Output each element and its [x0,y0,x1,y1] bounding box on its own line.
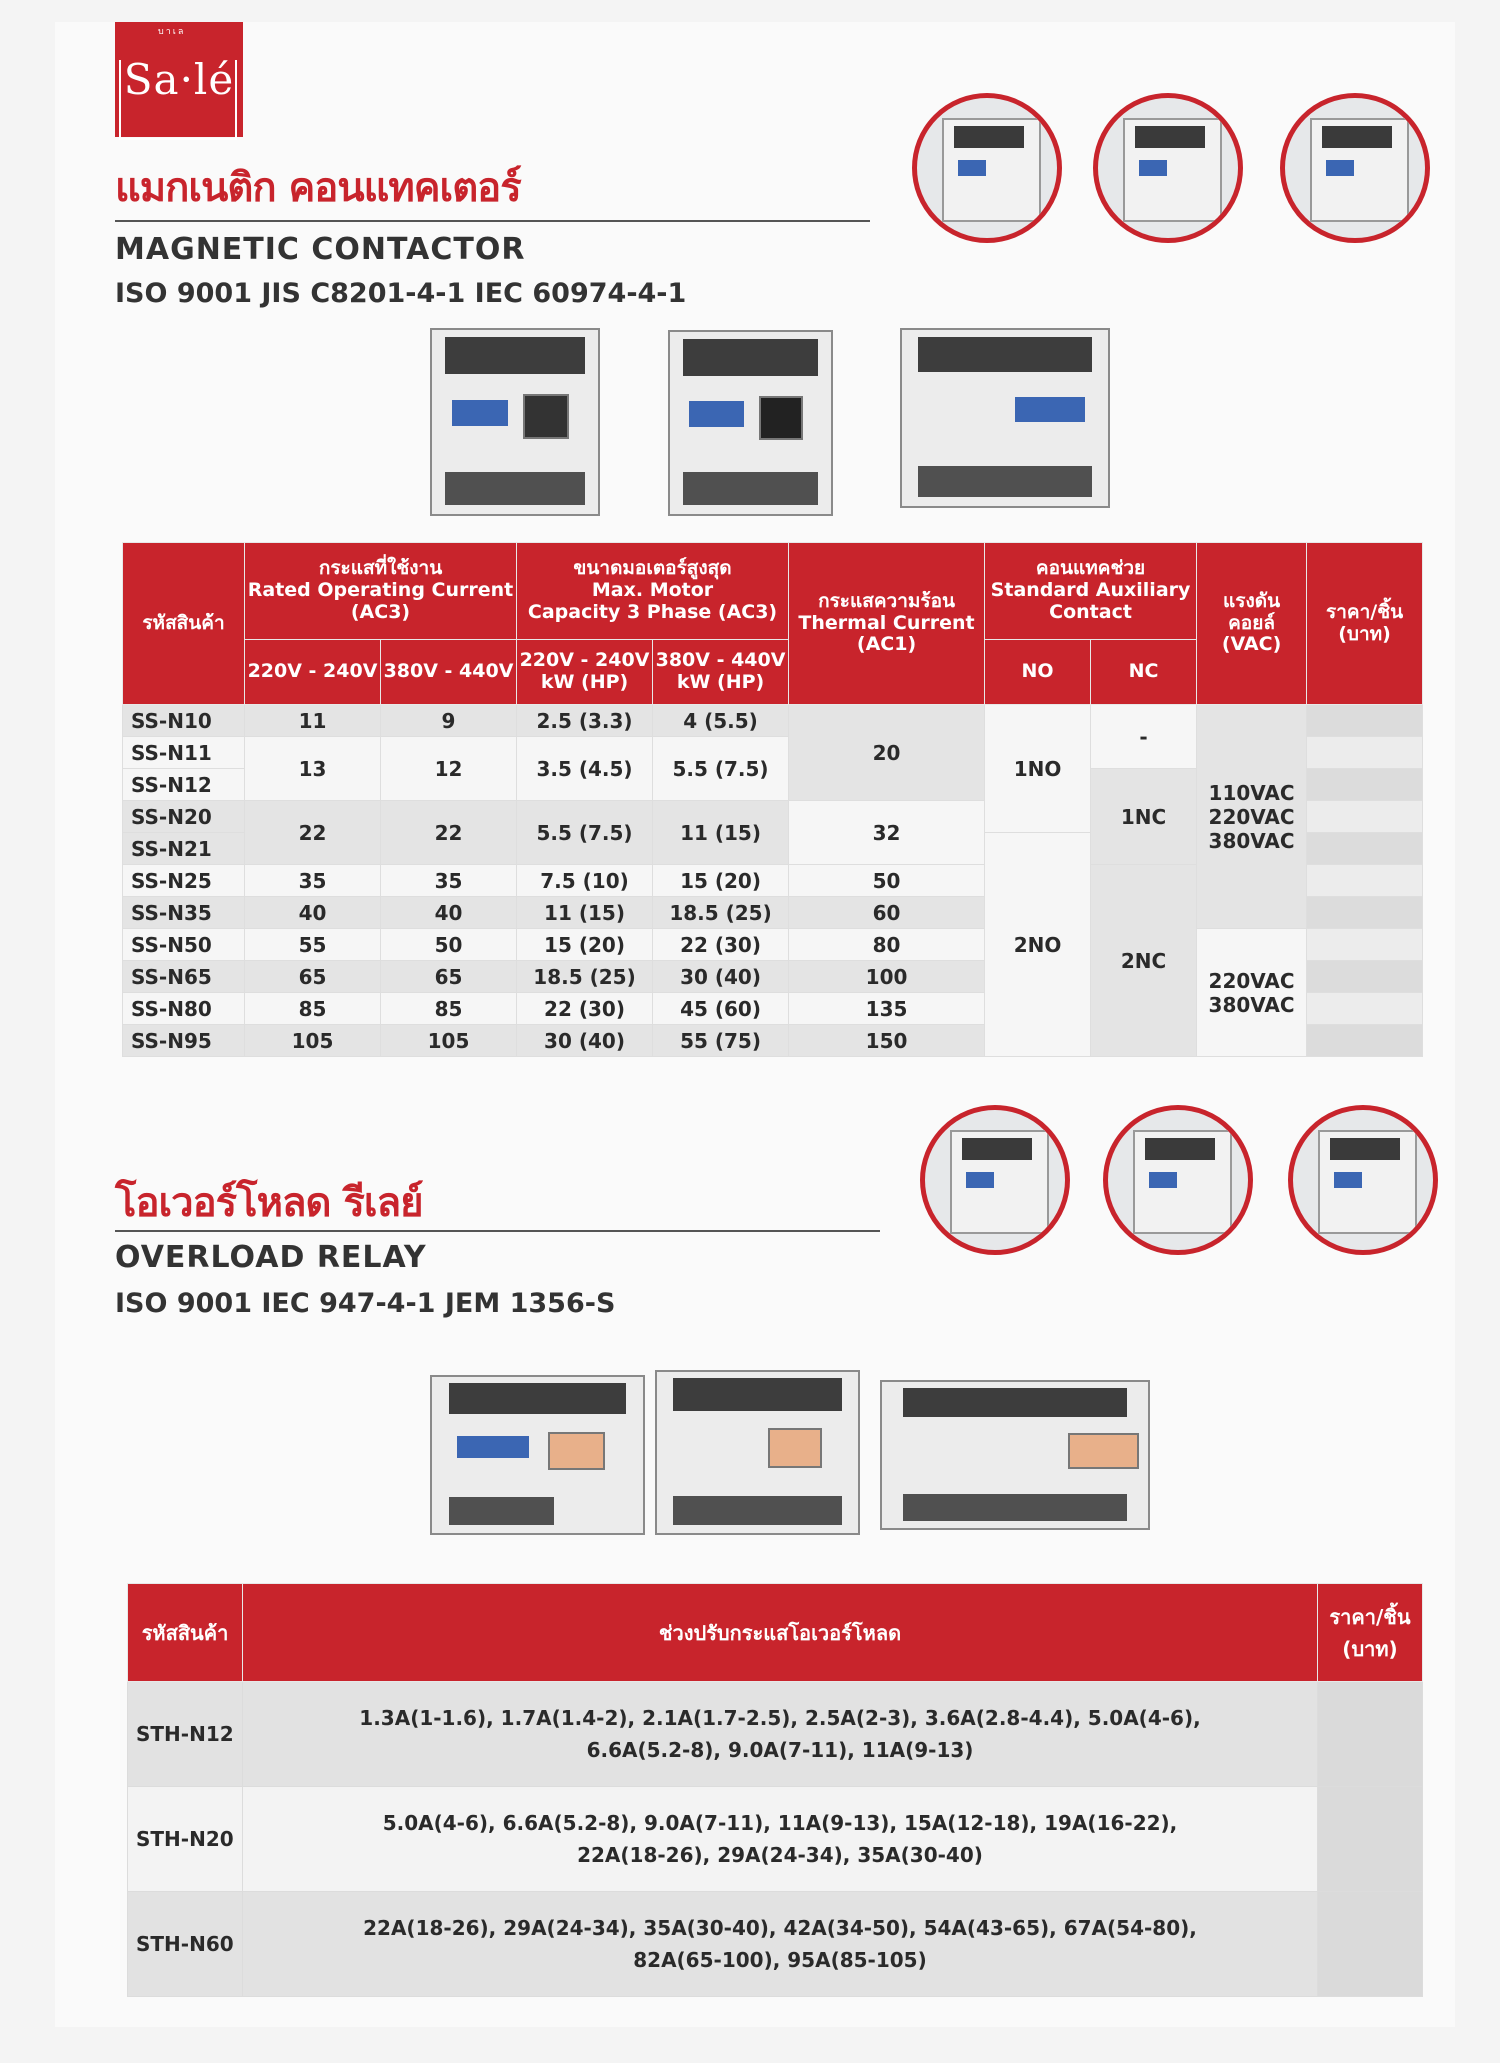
header-price-unit: (บาท) [1338,622,1391,645]
contactor-product-photo-2 [668,330,833,516]
relay-range-line-2: 6.6A(5.2-8), 9.0A(7-11), 11A(9-13) [586,1738,974,1762]
row-code: SS-N12 [123,769,245,801]
header-thermal-th: กระแสความร้อน [818,589,955,612]
row-c220: 105 [245,1025,381,1057]
header-rated-current [245,543,517,640]
header-m1-u: kW (HP) [540,671,629,693]
row-c380: 40 [381,897,517,929]
thermal-merged-b: 32 [789,801,985,865]
row-thermal: 80 [789,929,985,961]
relay-product-photo-1 [430,1375,645,1535]
row-m220: 3.5 (4.5) [517,737,653,801]
row-c380: 50 [381,929,517,961]
coil-merged-a [1197,705,1307,929]
header-m2-v: 380V - 440V [655,649,786,672]
header-price [1307,543,1423,705]
header-motor-en2: Capacity 3 Phase (AC3) [527,600,778,623]
price-cell[interactable] [1307,833,1423,865]
price-cell[interactable] [1318,1682,1423,1787]
relay-table [127,1583,1423,1997]
relay-product-photo-3 [880,1380,1150,1530]
header-motor-380 [653,640,789,705]
header-v2: 380V - 440V [381,640,517,705]
relay-title-rule [115,1230,880,1232]
row-m380: 30 (40) [653,961,789,993]
price-cell[interactable] [1307,897,1423,929]
header-no: NO [985,640,1091,705]
row-m380: 4 (5.5) [653,705,789,737]
no-merged-a: 1NO [985,705,1091,833]
contactor-standards: ISO 9001 JIS C8201-4-1 IEC 60974-4-1 [115,278,687,309]
coil-a3: 380VAC [1208,828,1295,853]
price-cell[interactable] [1307,705,1423,737]
relay-closeup-photo-3 [1288,1105,1438,1255]
row-c220: 11 [245,705,381,737]
row-m380: 22 (30) [653,929,789,961]
coil-a1: 110VAC [1208,780,1295,805]
row-code: SS-N25 [123,865,245,897]
row-m220: 2.5 (3.3) [517,705,653,737]
relay-range-line-2: 22A(18-26), 29A(24-34), 35A(30-40) [577,1843,983,1867]
row-c380: 35 [381,865,517,897]
header-aux-contact [985,543,1197,640]
row-c220: 40 [245,897,381,929]
relay-row-code: STH-N60 [128,1892,243,1997]
table-row [123,929,1423,961]
row-m220: 7.5 (10) [517,865,653,897]
row-thermal: 60 [789,897,985,929]
row-code: SS-N80 [123,993,245,1025]
brand-tagline: บาเล [158,27,186,37]
coil-b1: 220VAC [1208,968,1295,993]
row-m380: 55 (75) [653,1025,789,1057]
row-thermal: 150 [789,1025,985,1057]
row-m380: 15 (20) [653,865,789,897]
row-c380: 85 [381,993,517,1025]
contactor-product-photo-1 [430,328,600,516]
header-code: รหัสสินค้า [123,543,245,705]
header-aux-th: คอนแทคช่วย [1035,557,1146,580]
price-cell[interactable] [1307,1025,1423,1057]
contactor-title-rule [115,220,870,222]
price-cell[interactable] [1307,737,1423,769]
row-code: SS-N50 [123,929,245,961]
header-aux-en2: Contact [1049,600,1132,623]
row-m380: 5.5 (7.5) [653,737,789,801]
nc-merged-b: 2NC [1091,865,1197,1057]
row-code: SS-N11 [123,737,245,769]
coil-merged-b [1197,929,1307,1057]
price-cell[interactable] [1307,769,1423,801]
relay-row-range [243,1892,1318,1997]
row-c380: 105 [381,1025,517,1057]
row-c220: 35 [245,865,381,897]
contactor-closeup-photo-2 [1093,93,1243,243]
relay-range-line-1: 5.0A(4-6), 6.6A(5.2-8), 9.0A(7-11), 11A(9-13), 15A(12-18), 19A(16-22), [382,1811,1178,1835]
row-c220: 65 [245,961,381,993]
row-m220: 30 (40) [517,1025,653,1057]
table-row [128,1682,1423,1787]
row-c220: 85 [245,993,381,1025]
header-v1: 220V - 240V [245,640,381,705]
row-m380: 18.5 (25) [653,897,789,929]
relay-header-code: รหัสสินค้า [128,1584,243,1682]
header-coil-th1: แรงดัน [1223,589,1281,612]
relay-standards: ISO 9001 IEC 947-4-1 JEM 1356-S [115,1288,616,1319]
contactor-closeup-photo-3 [1280,93,1430,243]
relay-product-photo-2 [655,1370,860,1535]
relay-header-price-unit: (บาท) [1342,1636,1398,1661]
relay-row-range [243,1682,1318,1787]
row-thermal: 50 [789,865,985,897]
header-aux-en1: Standard Auxiliary [990,579,1191,602]
nc-dash: - [1091,705,1197,769]
relay-title-th: โอเวอร์โหลด รีเลย์ [115,1180,423,1226]
row-code: SS-N20 [123,801,245,833]
header-motor-th: ขนาดมอเตอร์สูงสุด [573,557,732,580]
row-m380: 45 (60) [653,993,789,1025]
row-m220: 22 (30) [517,993,653,1025]
relay-header-range: ช่วงปรับกระแสโอเวอร์โหลด [243,1584,1318,1682]
row-m220: 18.5 (25) [517,961,653,993]
relay-row-code: STH-N20 [128,1787,243,1892]
table-row [128,1892,1423,1997]
contactor-table [122,542,1423,1057]
row-code: SS-N21 [123,833,245,865]
row-code: SS-N10 [123,705,245,737]
price-cell[interactable] [1307,801,1423,833]
header-m1-v: 220V - 240V [519,649,650,672]
coil-a2: 220VAC [1208,804,1295,829]
relay-header-row [128,1584,1423,1682]
header-coil-voltage [1197,543,1307,705]
header-motor-capacity [517,543,789,640]
row-c380: 9 [381,705,517,737]
table-row [128,1787,1423,1892]
row-c380: 12 [381,737,517,801]
contactor-title-th: แมกเนติก คอนแทคเตอร์ [115,165,521,211]
header-motor-220 [517,640,653,705]
brand-logo [115,22,243,137]
row-c380: 22 [381,801,517,865]
relay-range-line-1: 1.3A(1-1.6), 1.7A(1.4-2), 2.1A(1.7-2.5), 2.5A(2-3), 3.6A(2.8-4.4), 5.0A(4-6), [359,1706,1201,1730]
row-thermal: 135 [789,993,985,1025]
relay-range-line-2: 82A(65-100), 95A(85-105) [633,1948,927,1972]
contactor-header-row-1 [123,543,1423,640]
header-thermal-current [789,543,985,705]
row-thermal: 100 [789,961,985,993]
row-c220: 13 [245,737,381,801]
row-code: SS-N95 [123,1025,245,1057]
relay-closeup-photo-1 [920,1105,1070,1255]
relay-range-line-1: 22A(18-26), 29A(24-34), 35A(30-40), 42A(34-50), 54A(43-65), 67A(54-80), [363,1916,1197,1940]
header-coil-th2: คอยล์ [1228,611,1275,634]
table-row [123,705,1423,737]
relay-row-range [243,1787,1318,1892]
header-motor-en1: Max. Motor [591,579,714,602]
relay-row-code: STH-N12 [128,1682,243,1787]
header-rated-th: กระแสที่ใช้งาน [318,557,443,580]
row-m220: 5.5 (7.5) [517,801,653,865]
row-code: SS-N65 [123,961,245,993]
contactor-closeup-photo-1 [912,93,1062,243]
row-m220: 15 (20) [517,929,653,961]
row-m380: 11 (15) [653,801,789,865]
price-cell[interactable] [1318,1787,1423,1892]
row-c220: 55 [245,929,381,961]
price-cell[interactable] [1307,929,1423,961]
header-nc: NC [1091,640,1197,705]
relay-header-price [1318,1584,1423,1682]
row-code: SS-N35 [123,897,245,929]
row-c220: 22 [245,801,381,865]
header-rated-ac: (AC3) [350,600,411,623]
row-m220: 11 (15) [517,897,653,929]
price-cell[interactable] [1318,1892,1423,1997]
coil-b2: 380VAC [1208,992,1295,1017]
price-cell[interactable] [1307,961,1423,993]
nc-merged-a: 1NC [1091,769,1197,865]
header-thermal-ac: (AC1) [856,633,917,656]
header-thermal-en: Thermal Current [798,611,975,634]
contactor-product-photo-3 [900,328,1110,508]
relay-header-price-th: ราคา/ชิ้น [1329,1604,1411,1629]
header-coil-vac: (VAC) [1221,633,1282,656]
brand-name: Sa·lé [123,55,235,104]
header-price-th: ราคา/ชิ้น [1326,600,1404,623]
contactor-title-en: MAGNETIC CONTACTOR [115,232,526,267]
header-rated-en: Rated Operating Current [247,579,514,602]
price-cell[interactable] [1307,865,1423,897]
thermal-merged-a: 20 [789,705,985,801]
header-m2-u: kW (HP) [676,671,765,693]
price-cell[interactable] [1307,993,1423,1025]
no-merged-b: 2NO [985,833,1091,1057]
row-c380: 65 [381,961,517,993]
relay-title-en: OVERLOAD RELAY [115,1240,427,1275]
relay-closeup-photo-2 [1103,1105,1253,1255]
